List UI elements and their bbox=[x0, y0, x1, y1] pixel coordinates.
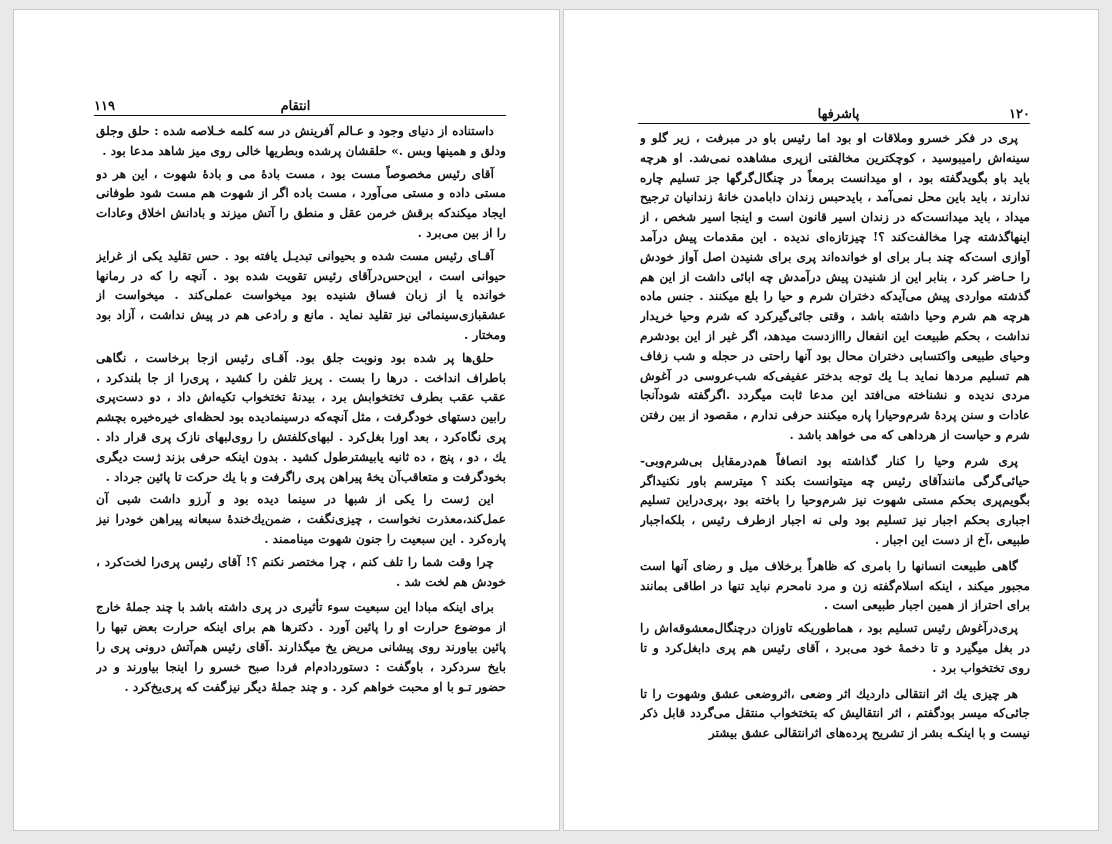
left-page bbox=[14, 10, 559, 830]
paragraph: داستناده از دنیای وجود و عـالم آفرینش در سه کلمه خـلاصه شده : حلق وجلق ودلق و همینها وبس .» حلقشان پرشده وبطریها خالی روی میز شاهد مدعا بود . bbox=[96, 124, 506, 158]
left-running-title: انتقام bbox=[280, 99, 311, 114]
right-running-title: پاشرفها bbox=[817, 107, 860, 122]
paragraph: این ژست را یکی از شبها در سینما دیده بود و آرزو داشت شبی آن عمل‌کند،معذرت نخواست ، چیزی‌نگفت ، ضمن‌یك‌خندهٔ سبعانه پیراهن خودرا نیز پاره‌کرد . این سبعیت را جنون شهوت میناممند . bbox=[96, 492, 506, 546]
paragraph: آقـای رئیس مست شده و بحیوانی تبدیـل یافته بود . حس تقلید یکی از غرایز حیوانی است ، این‌حس‌درآقای رئیس تقویت شده بود . آنچه را که در رمانها خوانده یا از زبان فساق شنیده بود میخواست عملی‌کند . میخواست از عشقبازی‌سینمائی نیز تقلید نماید . مانع و رادعی هم در پیش نداشت ، آزاد بود ومختار . bbox=[96, 248, 506, 342]
left-page-body bbox=[96, 122, 506, 782]
paragraph: پری شرم وحیا را کنار گذاشته بود انصافاً هم‌درمقابل بی‌شرم‌وبی- حیائی‌گرگی مانندآقای رئیس چه میتوانست بکند ؟ میترسم باور نکنیداگر بگویم‌پری بحکم مستی شهوت نیز شرم‌وحیا را باخته بود ،پری‌دراین تسلیم اجباری بحکم اجبار نیز تسلیم بود ولی نه اجبار ازطرف رئیس ، بلکه‌اجبار طبیعی ،آخ از دست این اجبار . bbox=[640, 453, 1030, 547]
paragraph: حلق‌ها پر شده بود ونوبت جلق بود. آقـای رئیس ازجا برخاست ، نگاهی باطراف انداخت . درها را بست . پریز تلفن را کشید ، پری‌را از جا بلندکرد ، عقب عقب بطرف تختخوابش برد ، بیدنهٔ تختخواب تکیه‌اش داد ، دو دست‌پری رابین دستهای خودگرفت ، مثل آنچه‌که درسینمادیده بود لحظه‌ای خیره‌خیره بچشم پری نگاه‌کرد ، بعد اورا بغل‌کرد . لبهای‌کلفتش را روی‌لبهای نازک پری قرار داد . یك ، دو ، پنج ، ده ثانیه یابیشترطول کشید . بدون اینکه حرفی بزند ژست دیگری بخودگرفت و متعاقب‌آن یخهٔ پیراهن پری راگرفت و با یك حرکت تا پائین جرداد . bbox=[96, 350, 506, 484]
right-page-header bbox=[638, 104, 1030, 124]
paragraph: گاهی طبیعت انسانها را بامری که ظاهراً برخلاف میل و رضای آنها است مجبور میکند ، اینکه اسلام‌گفته زن و مرد نامحرم نباید تنها در اطاقی بمانند برای احتراز از همین اجبار طبیعی است . bbox=[640, 558, 1030, 613]
paragraph: پری‌درآغوش رئیس تسلیم بود ، هماطوریکه تاوزان درچنگال‌معشوقه‌اش را در بغل میگیرد و تا دخمهٔ خود می‌برد ، آقای رئیس هم پری دابغل‌کرد و تا روی تختخواب برد . bbox=[640, 621, 1030, 675]
left-page-header bbox=[94, 96, 506, 116]
paragraph: چرا وقت شما را تلف کنم ، چرا مختصر نکنم ؟! آقای رئیس پری‌را لخت‌کرد ، خودش هم لخت شد . bbox=[96, 554, 506, 589]
paragraph: برای اینکه مبادا این سبعیت سوء تأثیری در پری داشته باشد با چند جملهٔ خارج از موضوع حرارت او را پائین آورد . دکترها هم برای اینکه حرارت بعض تبها را پائین بیاورند روی پیشانی مریض یخ میگذارند .آقای رئیس هم‌آتش درونی پری را بایخ سردکرد ، باوگفت : دستوردادم‌ام فردا صبح خسرو را اینجا بیاورند و در حضور تـو با او محبت خواهم کرد . و چند جملهٔ دیگر نیزگفت که پری‌یخ‌کرد . bbox=[96, 600, 506, 694]
right-page bbox=[564, 10, 1098, 830]
right-page-body bbox=[640, 129, 1030, 789]
paragraph: هر چیزی یك اثر انتقالی داردیك اثر وضعی ،اثروضعی عشق وشهوت را تا جائی‌که میسر بودگفتم ، اثر انتقالیش که بتختخواب منتقل می‌گردد قابل ذکر نیست و با اینکـه بشر از تشریح پرده‌های اثرانتقالی عشق بیشتر bbox=[640, 686, 1030, 741]
paragraph: پری در فکر خسرو وملاقات او بود اما رئیس باو در مبرفت ، زیر گلو و سینه‌اش رامیبوسید ، کوچکترین مخالفتی ازپری مشاهده نمی‌شد. او هرچه باید باو بگویدگفته بود ، او میدانست برمعاً در چنگال‌گرگها جز تسلیم چاره ندارند ، باید باین محل نمی‌آمد ، بایدحبس زندان دابامدن خانهٔ زندانیان ترجیح میداد ، باید میدانست‌که در زندان اسیر قانون است و اینجا اسیر شخص ، از اینهاگذشته چرا مخالفت‌کند ؟! چیزتازه‌ای ندیده . این مقدمات پیش درآمد آوازی است‌که چند بـار برای او خوانده‌اند پری برای شنیدن اصل آواز خودش را حـاضر کرد ، بنابر این از شنیدن پیش درآمدش چه ابائی داشت از این هم گذشته مواردی پیش می‌آیدکه دختران شرم و حیا را بلع میکنند . جنس ماده هرچه هم شرم وحیا داشته باشد ، وقتی جائی‌گیرکرد که شرم وحیا خریدار نداشت ، بحکم طبیعت این انفعال رااازدست میدهد، اگر غیر از این بودشرم وحیای طبیعی واکتسابی دختران محال بود آنها راحتی در حجله و شب زفاف هم تسلیم مردها نماید بـا یك توجه بدختر عفیفی‌که شب‌عروسی در آغوش مردی ندیده و نشناخته می‌افتد این مدعا ثابت میگردد .اگرگفته شودآنجا عادات و سنن پردهٔ شرم‌وحیارا پاره میکنند حرفی ندارم ، مقصود از بین رفتن شرم و حیاست از هرداهی که می خواهد باشد . bbox=[640, 131, 1030, 442]
left-page-number: ۱۱۹ bbox=[94, 99, 115, 114]
right-page-number: ۱۲۰ bbox=[1009, 107, 1030, 122]
paragraph: آقای رئیس مخصوصاً مست بود ، مست بادهٔ می و بادهٔ شهوت ، این هر دو مستی داده و مستی می‌آورد ، مست باده اگر از شهوت هم مست شود طوفانی ایجاد میکندکه برقش خرمن عقل و منطق را آتش میزند و بادانش اخلاق وعادات را از بین می‌برد . bbox=[96, 166, 506, 240]
